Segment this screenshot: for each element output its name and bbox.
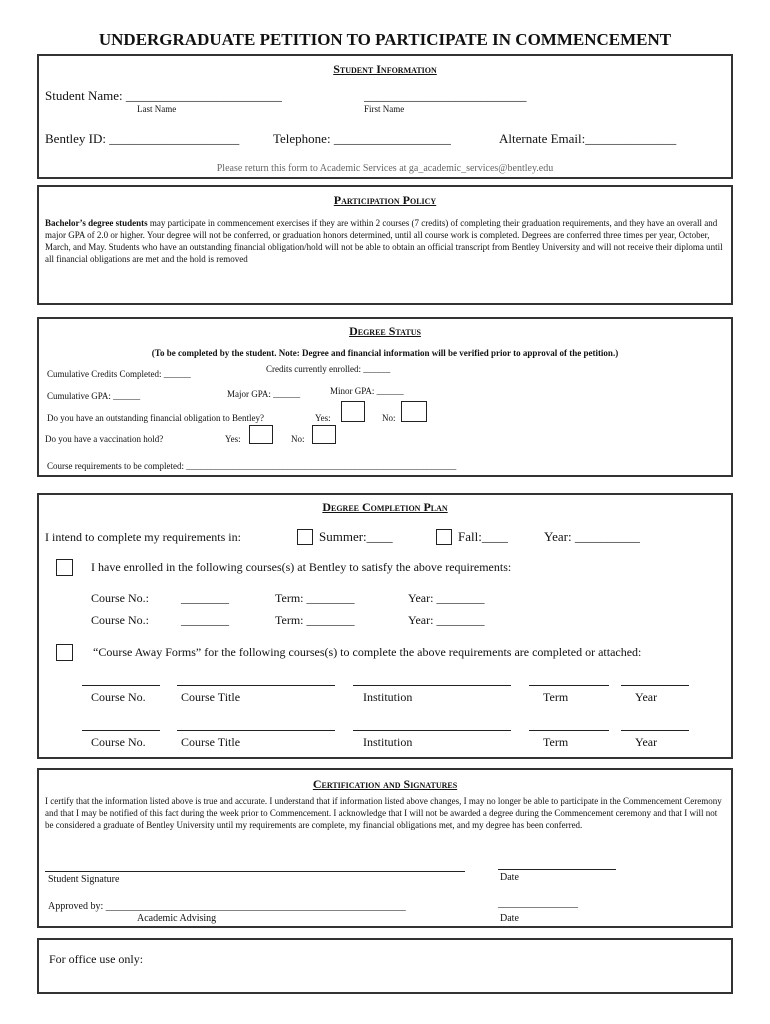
col-term-2: Term [543, 735, 569, 749]
financial-obligation-question: Do you have an outstanding financial obligation to Bentley? [47, 413, 264, 423]
student-info-section [37, 54, 733, 179]
term-line-1[interactable] [529, 685, 609, 686]
financial-yes-checkbox[interactable] [341, 401, 365, 422]
degree-status-note: (To be completed by the student. Note: Degree and financial information will be verified prior to approval of the petition.) [151, 348, 619, 358]
col-course-title-1: Course Title [181, 690, 241, 704]
course-title-line-2[interactable] [177, 730, 335, 731]
col-year-2: Year [635, 735, 658, 749]
enrolled-courses-checkbox[interactable] [56, 559, 73, 576]
minor-gpa-field[interactable]: Minor GPA: ______ [330, 386, 404, 396]
course-no-field-2[interactable]: ________ [181, 613, 229, 627]
col-course-no-2: Course No. [91, 735, 146, 749]
course-requirements-field[interactable]: Course requirements to be completed: ____________________________________________________________ [47, 461, 457, 471]
year-field[interactable]: Year: __________ [544, 529, 640, 544]
course-title-line-1[interactable] [177, 685, 335, 686]
completion-plan-heading: Degree Completion Plan [322, 500, 448, 514]
course-away-label: “Course Away Forms” for the following courses(s) to complete the above requirements are completed or attached: [93, 645, 642, 659]
certification-heading: Certification and Signatures [312, 777, 458, 791]
col-term-1: Term [543, 690, 569, 704]
term-field-1[interactable]: Term: ________ [275, 591, 355, 605]
enrolled-courses-label: I have enrolled in the following courses(s) at Bentley to satisfy the above requirements: [91, 560, 512, 574]
student-info-heading: Student Information [333, 62, 437, 76]
major-gpa-field[interactable]: Major GPA: ______ [227, 389, 301, 399]
year-field-1[interactable]: Year: ________ [408, 591, 485, 605]
vaccination-no-label: No: [291, 434, 305, 444]
certification-text: I certify that the information listed above is true and accurate. I understand that if information listed above changes, I may no longer be able to participate in the Commencement Ceremony and that I may be notified of this fact during the week prior to Commencement. I acknowledge that I will not be awarded a degree during the Commencement ceremony and that I will not be considered a graduate of Bentley University until my requirements are complete, my financial obligations met, and my degree has been conferred. [45, 796, 722, 830]
date-label-1: Date [500, 872, 519, 883]
certification-section [37, 768, 733, 928]
vaccination-hold-question: Do you have a vaccination hold? [45, 434, 164, 444]
office-use-section [37, 938, 733, 994]
degree-status-heading: Degree Status [349, 324, 421, 338]
degree-completion-section [37, 493, 733, 759]
date-line-2[interactable]: ________________ [498, 898, 578, 909]
last-name-label: Last Name [137, 104, 177, 114]
col-year-1: Year [635, 690, 658, 704]
office-use-label: For office use only: [49, 952, 144, 966]
financial-yes-label: Yes: [315, 413, 331, 423]
first-name-field[interactable]: _________________________ [364, 88, 527, 103]
participation-policy-section [37, 185, 733, 305]
cumulative-gpa-field[interactable]: Cumulative GPA: ______ [47, 391, 141, 401]
academic-advising-label: Academic Advising [137, 913, 217, 924]
page-title: UNDERGRADUATE PETITION TO PARTICIPATE IN COMMENCEMENT [98, 30, 672, 49]
vaccination-no-checkbox[interactable] [312, 425, 336, 444]
cumulative-credits-field[interactable]: Cumulative Credits Completed: ______ [47, 369, 191, 379]
course-no-label-2: Course No.: [91, 613, 149, 627]
date-label-2: Date [500, 913, 519, 924]
policy-text [45, 217, 725, 265]
first-name-label: First Name [364, 104, 405, 114]
policy-bold-lead: Bachelor’s degree students [45, 218, 148, 228]
course-no-label-1: Course No.: [91, 591, 149, 605]
fall-field[interactable]: Fall:____ [458, 529, 508, 544]
credits-enrolled-field[interactable]: Credits currently enrolled: ______ [266, 364, 391, 374]
student-name-field[interactable]: Student Name: ________________________ [45, 88, 282, 103]
financial-no-label: No: [382, 413, 396, 423]
col-institution-1: Institution [363, 690, 413, 704]
institution-line-2[interactable] [353, 730, 511, 731]
year-line-1[interactable] [621, 685, 689, 686]
degree-status-section [37, 317, 733, 477]
vaccination-yes-checkbox[interactable] [249, 425, 273, 444]
course-no-line-1[interactable] [82, 685, 160, 686]
col-course-title-2: Course Title [181, 735, 241, 749]
summer-field[interactable]: Summer:____ [319, 529, 393, 544]
col-course-no-1: Course No. [91, 690, 146, 704]
policy-body: may participate in commencement exercises if they are within 2 courses (7 credits) of completing their graduation requirements, and they have an overall and major GPA of 2.0 or higher. Your degree will not be conferred, or graduation honors determined, until all course work is completed. Degrees are conferred three times per year, October, March, and May. Students who have an outstanding financial obligation/hold will not be able to obtain an official transcript from Bentley University and will not receive their diploma until all financial obligations are met and the hold is removed [45, 218, 723, 264]
year-field-2[interactable]: Year: ________ [408, 613, 485, 627]
return-note: Please return this form to Academic Services at ga_academic_services@bentley.edu [216, 163, 554, 174]
vaccination-yes-label: Yes: [225, 434, 241, 444]
summer-checkbox[interactable] [297, 529, 313, 545]
fall-checkbox[interactable] [436, 529, 452, 545]
intend-label: I intend to complete my requirements in: [45, 530, 241, 544]
student-signature-label: Student Signature [48, 874, 120, 885]
policy-heading: Participation Policy [333, 193, 437, 207]
year-line-2[interactable] [621, 730, 689, 731]
course-no-field-1[interactable]: ________ [181, 591, 229, 605]
approved-by-field[interactable]: Approved by: ____________________________________________________________ [48, 901, 406, 912]
student-signature-line[interactable] [45, 871, 465, 872]
bentley-id-field[interactable]: Bentley ID: ____________________ [45, 131, 240, 146]
course-no-line-2[interactable] [82, 730, 160, 731]
institution-line-1[interactable] [353, 685, 511, 686]
col-institution-2: Institution [363, 735, 413, 749]
term-line-2[interactable] [529, 730, 609, 731]
alternate-email-field[interactable]: Alternate Email:______________ [499, 131, 677, 146]
date-line-1[interactable] [498, 869, 616, 870]
term-field-2[interactable]: Term: ________ [275, 613, 355, 627]
telephone-field[interactable]: Telephone: __________________ [273, 131, 451, 146]
financial-no-checkbox[interactable] [401, 401, 427, 422]
course-away-checkbox[interactable] [56, 644, 73, 661]
